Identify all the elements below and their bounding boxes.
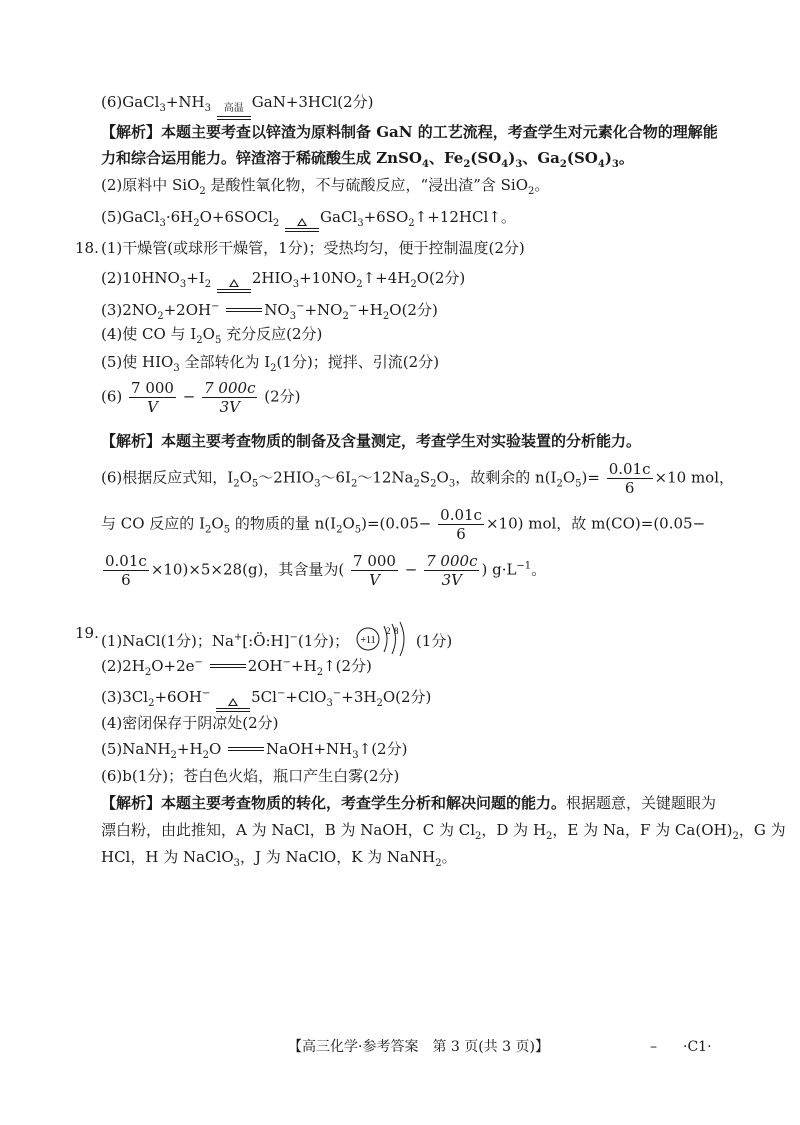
text: )=(0.05− xyxy=(361,514,432,533)
text: ×10)×5×28(g)，其含量为( xyxy=(150,560,345,579)
text: ，D 为 H xyxy=(481,821,547,839)
text: O xyxy=(202,325,215,343)
superscript: − xyxy=(332,688,342,699)
text: O xyxy=(436,468,449,487)
text: ，E 为 Na，F 为 Ca(OH) xyxy=(552,821,733,839)
text: S xyxy=(419,468,431,487)
equals-sign xyxy=(226,308,262,312)
fraction xyxy=(351,552,398,589)
denominator: 3V xyxy=(219,398,240,416)
shell-count-1: 2 xyxy=(385,626,391,636)
text: (4)密闭保存于阴凉处(2分) xyxy=(101,714,279,732)
text: ·6H xyxy=(165,208,194,226)
fraction xyxy=(607,460,653,497)
text: HCl，H 为 NaClO xyxy=(101,848,234,866)
q17-note-5: $(5)GaCl_3\cdot 6H_2O+6SOCl_2$ $GaCl_3+6SO_2↑+12HCl↑$。 xyxy=(101,206,516,235)
fraction xyxy=(103,552,149,589)
text: ×10 mol， xyxy=(654,468,734,487)
condition-high-temp xyxy=(217,104,251,120)
q18-number xyxy=(75,237,99,259)
q19-number xyxy=(75,622,99,644)
q19-answer-1 xyxy=(101,622,452,656)
text: − xyxy=(404,560,418,579)
numerator: 7 000c xyxy=(204,379,256,397)
text: +ClO xyxy=(285,688,327,706)
text: 2OH xyxy=(247,657,283,675)
superscript: + xyxy=(233,632,243,643)
text: ～12Na xyxy=(357,468,414,487)
condition-heat xyxy=(285,218,319,232)
text: (2)原料中 SiO xyxy=(101,176,200,194)
denominator: 6 xyxy=(121,571,131,589)
text: +H xyxy=(291,657,317,675)
fraction xyxy=(438,506,484,543)
q19-answer-2: $(2)2H_2O+2e^-$ $2OH^-+H_2↑(2$分) xyxy=(101,657,372,678)
superscript: − xyxy=(194,657,203,668)
text: (6)b(1分)；苍白色火焰，瓶口产生白雾(2分) xyxy=(101,767,400,785)
text: O(2分) xyxy=(382,688,432,706)
condition-heat xyxy=(217,279,251,293)
nucleus-charge: +11 xyxy=(360,635,376,646)
text: (5)NaNH xyxy=(101,740,171,758)
analysis-text: 本题主要考查以锌渣为原料制备 GaN 的工艺流程，考查学生对元素化合物的理解能 xyxy=(161,123,718,141)
text: 漂白粉，由此推知，A 为 NaCl，B 为 NaOH，C 为 Cl xyxy=(101,821,476,839)
shell-count-2: 8 xyxy=(393,626,399,636)
q19-answer-6 xyxy=(101,765,399,787)
atom-svg xyxy=(354,622,416,656)
footer-code: ·C1· xyxy=(683,1039,712,1055)
q18-analysis xyxy=(101,430,641,452)
numerator: 7 000c xyxy=(426,552,478,570)
text: ↑+4H xyxy=(362,269,411,287)
footer-dash: – xyxy=(650,1039,657,1055)
numerator: 0.01c xyxy=(105,552,147,570)
text: O xyxy=(211,514,224,533)
q18-calc-line1: (6)根据反应式知，$I_2O_5\sim 2HIO_3\sim 6I_2\sim 12Na_2S_2O_3$，故剩余的 $n(I_2O_5)=$ $\frac{0.01c}{6}$ ×10 mol， xyxy=(101,460,734,497)
text: NaOH+NH xyxy=(266,740,353,758)
numerator: 0.01c xyxy=(440,506,482,524)
text: (2)2H xyxy=(101,657,145,675)
electron-formula: [:Ö:H] xyxy=(242,632,290,650)
text: (6)根据反应式知，I xyxy=(101,468,234,487)
shell-arc-3 xyxy=(400,622,404,656)
q19-answer-5: $(5)NaNH_2+H_2O$ $NaOH+NH_3↑(2$分) xyxy=(101,740,408,761)
text: (1分)； xyxy=(297,632,350,650)
text: ) g·L xyxy=(481,560,517,579)
text: ↑(2分) xyxy=(323,657,372,675)
text: 、Ga xyxy=(522,149,560,167)
text: +6OH xyxy=(154,688,202,706)
analysis-text: 本题主要考查物质的转化，考查学生分析和解决问题的能力。 xyxy=(161,794,567,812)
text: +H xyxy=(176,740,203,758)
q17-answer-6: $(6)GaCl_3+NH_3$ 高温 GaN+3HCl(2分) xyxy=(101,91,374,120)
text: 与 CO 反应的 I xyxy=(101,514,206,533)
analysis-tag: 【解析】 xyxy=(101,432,162,450)
heat-triangle-icon xyxy=(297,218,307,226)
equals-arrow xyxy=(217,116,251,120)
text: (1分) xyxy=(415,632,453,650)
q19-analysis-line2: 漂白粉，由此推知，A 为 NaCl，B 为 NaOH，C 为 $Cl_2$，D 为 $H_2$，E 为 Na，F 为 $Ca(OH)_2$，G 为 xyxy=(101,821,786,842)
text: (4)使 CO 与 I xyxy=(101,325,197,343)
text: − xyxy=(182,387,196,406)
text: (2分) xyxy=(264,387,301,406)
text: +NO xyxy=(304,301,343,319)
superscript: −1 xyxy=(516,560,532,572)
text: (6) xyxy=(101,387,123,406)
heat-triangle-icon xyxy=(229,279,239,287)
text: (2)10HNO xyxy=(101,269,180,287)
text: 的物质的量 n(I xyxy=(230,514,337,533)
superscript: − xyxy=(289,632,298,643)
q18-answer-3: $(3)2NO_2+2OH^-$ $NO_3^-+NO_2^-+H_2O(2$分) xyxy=(101,301,438,322)
text: (5)使 HIO xyxy=(101,353,174,371)
text: 是酸性氧化物，不与硫酸反应，“浸出渣”含 SiO xyxy=(205,176,529,194)
fraction xyxy=(202,379,257,416)
text: O+2e xyxy=(151,657,195,675)
numerator: 7 000 xyxy=(353,552,396,570)
analysis-tag: 【解析】 xyxy=(101,794,162,812)
text: 力和综合运用能力。锌渣溶于稀硫酸生成 ZnSO xyxy=(101,149,422,167)
fraction xyxy=(424,552,479,589)
text: +2OH xyxy=(163,301,212,319)
heat-triangle-icon xyxy=(228,698,238,706)
text: 。 xyxy=(534,176,550,194)
text: O(2分) xyxy=(389,301,438,319)
text: )= xyxy=(581,468,600,487)
denominator: 3V xyxy=(441,571,462,589)
text: (3)2NO xyxy=(101,301,158,319)
text: 。 xyxy=(441,848,457,866)
text: (1)干燥管(或球形干燥管，1分)；受热均匀，便于控制温度(2分) xyxy=(101,239,525,257)
q18-calc-line3 xyxy=(101,552,546,589)
text: O+6SOCl xyxy=(199,208,273,226)
text: O xyxy=(562,468,576,487)
text: ↑+12HCl↑。 xyxy=(414,208,516,226)
q19-analysis-line1 xyxy=(101,792,716,814)
text: ↑(2分) xyxy=(358,740,408,758)
q18-answer-1 xyxy=(101,237,525,259)
denominator: V xyxy=(147,398,158,416)
text: ，G 为 xyxy=(738,821,786,839)
text: (SO xyxy=(470,149,502,167)
text: ～2HIO xyxy=(258,468,315,487)
q18-calc-line2: 与 CO 反应的 $I_2O_5$ 的物质的量 $n(I_2O_5)=(0.05-$ $\frac{0.01c}{6}$ ×10) mol，故 m(CO)=(0.05− xyxy=(101,506,706,543)
q17-analysis-line2: 力和综合运用能力。锌渣溶于稀硫酸生成 ZnSO$_4$、$Fe_2(SO_4)_3$、$Ga_2(SO_4)_3$。 xyxy=(101,149,634,170)
q18-answer-6 xyxy=(101,379,301,416)
denominator: 6 xyxy=(624,479,635,497)
text: ) xyxy=(508,149,516,167)
text: GaN+3HCl(2分) xyxy=(251,93,374,111)
text: 。 xyxy=(531,560,547,579)
text: +I xyxy=(186,269,205,287)
q18-answer-4: (4)使 CO 与 $I_2O_5$ 充分反应(2分) xyxy=(101,325,323,346)
text: NO xyxy=(264,301,290,319)
text: 全部转化为 I xyxy=(179,353,271,371)
superscript: − xyxy=(201,688,211,699)
analysis-tag: 【解析】 xyxy=(101,123,162,141)
text: (5)GaCl xyxy=(101,208,160,226)
text: 5Cl xyxy=(251,688,277,706)
text: 。 xyxy=(618,149,634,167)
text: (6)GaCl xyxy=(101,93,160,111)
question-number: 19. xyxy=(75,624,99,642)
denominator: 6 xyxy=(456,525,466,543)
equals-arrow xyxy=(285,228,319,232)
text: +3H xyxy=(341,688,377,706)
q19-answer-3: $(3)3Cl_2+6OH^-$ $5Cl^-+ClO_3^-+3H_2O(2$分) xyxy=(101,683,431,715)
page-footer: 【高三化学·参考答案 第 3 页(共 3 页)】 xyxy=(288,1039,549,1055)
superscript: − xyxy=(276,688,286,699)
text: (1)NaCl(1分)；Na xyxy=(101,632,234,650)
atomic-structure-diagram xyxy=(354,622,416,656)
denominator: V xyxy=(369,571,380,589)
condition-label: 高温 xyxy=(223,103,244,114)
q19-analysis-line3: HCl，H 为 NaClO$_3$，J 为 NaClO，K 为 NaNH$_2$。 xyxy=(101,848,457,869)
equals-arrow xyxy=(217,289,251,293)
text: 充分反应(2分) xyxy=(221,325,323,343)
text: ，故剩余的 n(I xyxy=(455,468,557,487)
text: +H xyxy=(357,301,383,319)
text: GaCl xyxy=(320,208,358,226)
text: O xyxy=(208,740,222,758)
condition-heat xyxy=(216,698,250,712)
text: ×10) mol，故 m(CO)=(0.05− xyxy=(485,514,706,533)
q19-answer-4 xyxy=(101,712,279,734)
numerator: 0.01c xyxy=(608,460,651,478)
numerator: 7 000 xyxy=(131,379,174,397)
q17-note-2: (2)原料中 SiO$_2$ 是酸性氧化物，不与硫酸反应，“浸出渣”含 SiO$_2$。 xyxy=(101,176,550,197)
text: (3)3Cl xyxy=(101,688,149,706)
text: +6SO xyxy=(363,208,409,226)
equals-sign xyxy=(228,747,264,751)
analysis-text: 本题主要考查物质的制备及含量测定，考查学生对实验装置的分析能力。 xyxy=(161,432,642,450)
text: 、Fe xyxy=(428,149,464,167)
text: 根据题意，关键题眼为 xyxy=(566,794,717,812)
text: (SO xyxy=(566,149,598,167)
text: (1分)；搅拌、引流(2分) xyxy=(276,353,440,371)
text: ，J 为 NaClO，K 为 NaNH xyxy=(240,848,436,866)
text: +10NO xyxy=(299,269,357,287)
q17-analysis-line1 xyxy=(101,121,718,143)
equals-sign xyxy=(210,664,246,668)
question-number: 18. xyxy=(75,239,99,257)
superscript: − xyxy=(282,657,292,668)
text: O xyxy=(342,514,355,533)
q18-answer-2: $(2)10HNO_3+I_2$ $2HIO_3+10NO_2↑+4H_2O(2$分) xyxy=(101,267,465,296)
text: ) xyxy=(604,149,612,167)
q18-answer-5: (5)使 $HIO_3$ 全部转化为 $I_2(1$分)；搅拌、引流(2分) xyxy=(101,353,440,374)
text: 2HIO xyxy=(251,269,293,287)
fraction xyxy=(129,379,176,416)
text: O xyxy=(239,468,252,487)
text: ～6I xyxy=(320,468,351,487)
text: O(2分) xyxy=(416,269,466,287)
